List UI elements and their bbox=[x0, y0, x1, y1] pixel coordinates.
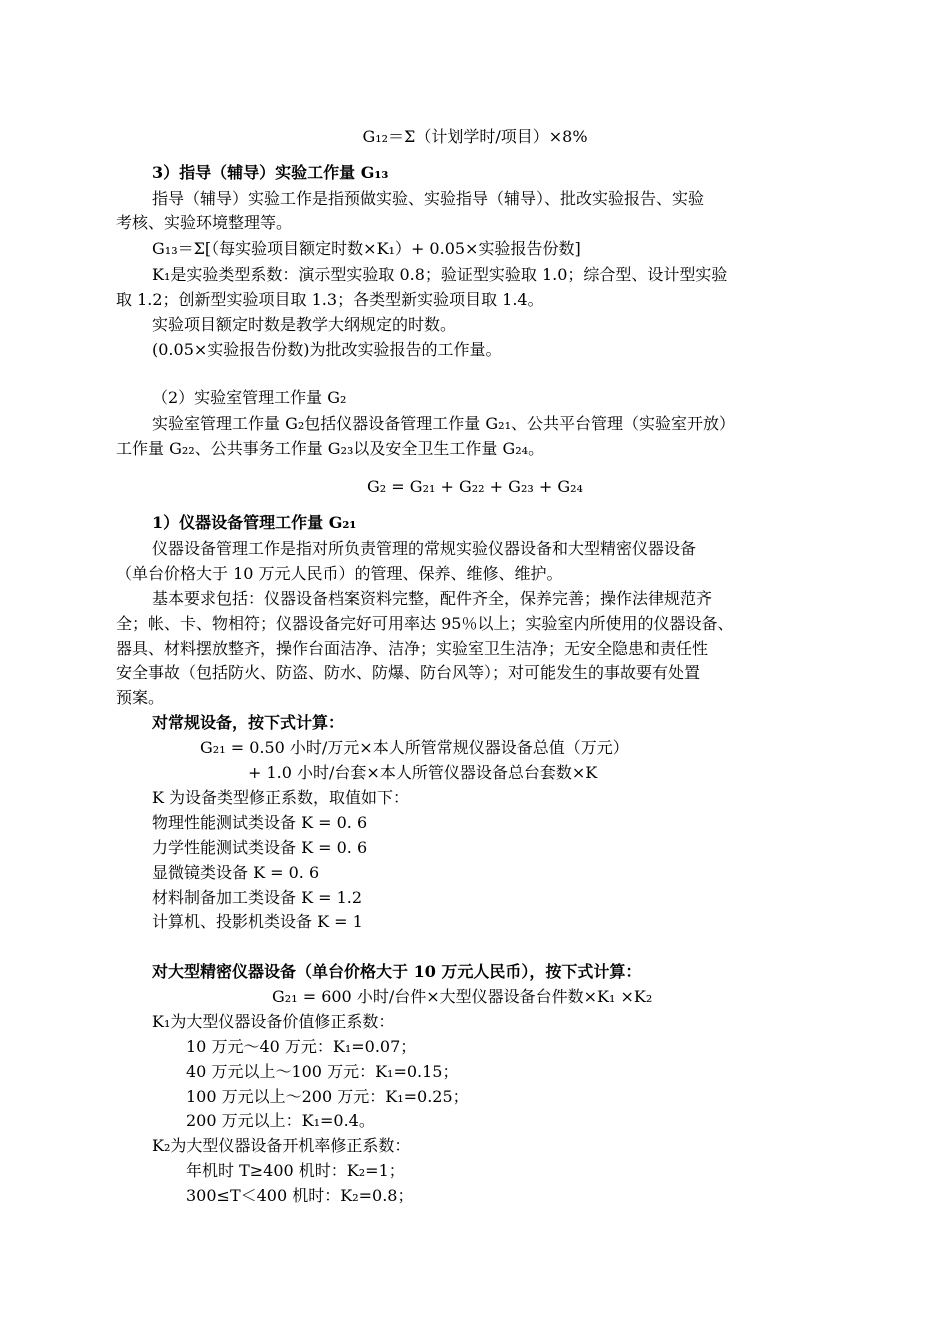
g2-desc-line2: 工作量 G₂₂、公共事务工作量 G₂₃以及安全卫生工作量 G₂₄。 bbox=[116, 439, 545, 458]
regular-formula-1: G₂₁ = 0.50 小时/万元×本人所管常规仪器设备总值（万元） bbox=[200, 738, 629, 757]
k1-value: 10 万元～40 万元：K₁=0.07； bbox=[186, 1037, 417, 1056]
k1-type-line2: 取 1.2；创新型实验项目取 1.3；各类型新实验项目取 1.4。 bbox=[116, 290, 544, 309]
g13-desc-line1: 指导（辅导）实验工作是指预做实验、实验指导（辅导）、批改实验报告、实验 bbox=[152, 189, 705, 208]
req-line1: 基本要求包括：仪器设备档案资料完整，配件齐全，保养完善；操作法律规范齐 bbox=[152, 589, 713, 608]
heading-g13: 3）指导（辅导）实验工作量 G₁₃ bbox=[152, 163, 389, 182]
large-formula: G₂₁ = 600 小时/台件×大型仪器设备台件数×K₁ ×K₂ bbox=[272, 987, 653, 1006]
heading-g21: 1）仪器设备管理工作量 G₂₁ bbox=[152, 513, 357, 532]
k2-value: 年机时 T≥400 机时：K₂=1； bbox=[186, 1161, 405, 1180]
g2-desc-line1: 实验室管理工作量 G₂包括仪器设备管理工作量 G₂₁、公共平台管理（实验室开放） bbox=[152, 414, 735, 433]
g21-desc-line1: 仪器设备管理工作是指对所负责管理的常规实验仪器设备和大型精密仪器设备 bbox=[152, 539, 697, 558]
large-heading: 对大型精密仪器设备（单台价格大于 10 万元人民币），按下式计算： bbox=[152, 962, 642, 981]
k-intro: K 为设备类型修正系数，取值如下： bbox=[152, 788, 410, 807]
req-line5: 预案。 bbox=[116, 688, 165, 707]
k2-value: 300≤T＜400 机时：K₂=0.8； bbox=[186, 1186, 414, 1205]
k1-value: 100 万元以上～200 万元：K₁=0.25； bbox=[186, 1087, 469, 1106]
req-line4: 安全事故（包括防火、防盗、防水、防爆、防台风等）；对可能发生的事故要有处置 bbox=[116, 663, 701, 682]
k-value: 材料制备加工类设备 K = 1.2 bbox=[152, 888, 363, 907]
req-line2: 全；帐、卡、物相符；仪器设备完好可用率达 95％以上；实验室内所使用的仪器设备、 bbox=[116, 614, 734, 633]
k-value: 力学性能测试类设备 K = 0. 6 bbox=[152, 838, 368, 857]
formula-g13: G₁₃＝Σ[（每实验项目额定时数×K₁）+ 0.05×实验报告份数] bbox=[152, 239, 581, 258]
heading-g2: （2）实验室管理工作量 G₂ bbox=[152, 388, 347, 407]
k1-type-line1: K₁是实验类型系数：演示型实验取 0.8；验证型实验取 1.0；综合型、设计型实验 bbox=[152, 265, 728, 284]
g13-desc-line2: 考核、实验环境整理等。 bbox=[116, 213, 293, 232]
formula-g2: G₂ = G₂₁ + G₂₂ + G₂₃ + G₂₄ bbox=[367, 477, 583, 496]
regular-formula-2: + 1.0 小时/台套×本人所管仪器设备总台套数×K bbox=[248, 763, 598, 782]
hours-note: 实验项目额定时数是教学大纲规定的时数。 bbox=[152, 315, 457, 334]
regular-heading: 对常规设备，按下式计算： bbox=[152, 713, 345, 732]
k1-value: 40 万元以上～100 万元：K₁=0.15； bbox=[186, 1062, 459, 1081]
k1-value: 200 万元以上：K₁=0.4。 bbox=[186, 1111, 375, 1130]
g21-desc-line2: （单台价格大于 10 万元人民币）的管理、保养、维修、维护。 bbox=[116, 564, 563, 583]
formula-g12: G₁₂＝Σ（计划学时/项目）×8% bbox=[362, 127, 588, 146]
report-note: (0.05×实验报告份数)为批改实验报告的工作量。 bbox=[152, 340, 502, 359]
k-value: 显微镜类设备 K = 0. 6 bbox=[152, 863, 320, 882]
k-value: 物理性能测试类设备 K = 0. 6 bbox=[152, 813, 368, 832]
req-line3: 器具、材料摆放整齐，操作台面洁净、洁净；实验室卫生洁净；无安全隐患和责任性 bbox=[116, 639, 709, 658]
k2-intro: K₂为大型仪器设备开机率修正系数： bbox=[152, 1136, 411, 1155]
k-value: 计算机、投影机类设备 K = 1 bbox=[152, 912, 363, 931]
k1-intro: K₁为大型仪器设备价值修正系数： bbox=[152, 1012, 395, 1031]
